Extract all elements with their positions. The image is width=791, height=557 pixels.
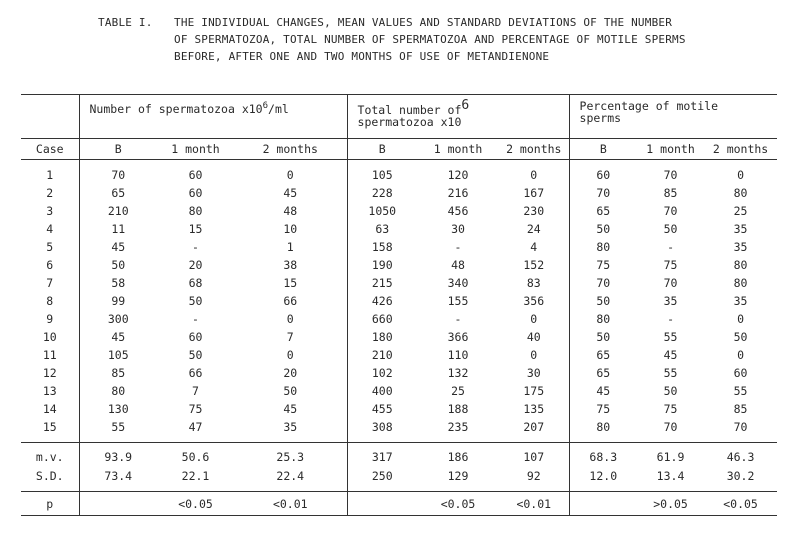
table-cell: 24 xyxy=(499,220,569,238)
group-header-sperm-count-unit: /ml xyxy=(268,101,289,116)
table-cell: 11 xyxy=(42,348,57,362)
table-cell: 66 xyxy=(188,366,203,380)
table-cell: - xyxy=(192,312,199,326)
table-row xyxy=(21,310,777,328)
table-cell: 92 xyxy=(499,467,569,492)
table-cell: 45 xyxy=(234,400,347,418)
table-cell: 70 xyxy=(596,276,611,290)
group-header-blank xyxy=(21,95,79,139)
table-cell: 80 xyxy=(733,258,748,272)
table-cell: 45 xyxy=(79,328,157,346)
table-cell: 250 xyxy=(371,469,393,483)
table-cell: 1 xyxy=(234,238,347,256)
table-cell: 38 xyxy=(234,256,347,274)
table-cell: 20 xyxy=(234,364,347,382)
table-cell: 30.2 xyxy=(726,469,755,483)
table-cell: 50 xyxy=(596,294,611,308)
table-cell: 8 xyxy=(46,294,54,308)
table-cell: 68.3 xyxy=(569,443,637,468)
table-cell: 230 xyxy=(499,202,569,220)
table-cell: 50.6 xyxy=(157,443,234,468)
table-cell: 80 xyxy=(733,276,748,290)
table-cell: 48 xyxy=(451,258,465,272)
table-cell: 35 xyxy=(733,240,748,254)
table-cell: 99 xyxy=(79,292,157,310)
column-header-row xyxy=(21,139,777,160)
table-cell: 70 xyxy=(596,186,611,200)
table-cell: 5 xyxy=(46,240,54,254)
table-cell: 0 xyxy=(499,160,569,185)
table-cell: <0.01 xyxy=(499,492,569,516)
table-cell: 50 xyxy=(596,222,611,236)
table-cell: 60 xyxy=(188,330,203,344)
group-header-motile-line2: sperms xyxy=(579,111,622,125)
group-header-total-number-line1: Total number of xyxy=(357,102,462,117)
table-cell: 58 xyxy=(79,274,157,292)
table-cell: 65 xyxy=(596,348,611,362)
table-cell: 40 xyxy=(499,328,569,346)
column-header: 2 months xyxy=(234,139,347,160)
table-cell: 60 xyxy=(596,168,611,182)
table-cell: 102 xyxy=(371,366,393,380)
table-cell: 210 xyxy=(79,202,157,220)
mean-value-row xyxy=(21,443,777,468)
table-cell: >0.05 xyxy=(637,492,704,516)
table-cell: 15 xyxy=(42,420,57,434)
table-cell: 50 xyxy=(188,348,203,362)
table-cell: 80 xyxy=(596,420,611,434)
table-cell: 167 xyxy=(499,184,569,202)
table-row xyxy=(21,202,777,220)
table-cell: 0 xyxy=(499,310,569,328)
table-cell: 155 xyxy=(447,294,469,308)
table-cell: 65 xyxy=(596,204,611,218)
column-header: 1 month xyxy=(157,139,234,160)
caption-line-2: OF SPERMATOZOA, TOTAL NUMBER OF SPERMATOZOA AND PERCENTAGE OF MOTILE SPERMS xyxy=(174,33,686,46)
table-row xyxy=(21,418,777,443)
table-cell: 132 xyxy=(447,366,469,380)
table-cell: 180 xyxy=(371,330,393,344)
table-cell: <0.01 xyxy=(234,492,347,516)
table-cell: 152 xyxy=(499,256,569,274)
table-cell: 35 xyxy=(663,294,678,308)
table-cell: 107 xyxy=(499,443,569,468)
table-cell: - xyxy=(454,240,462,254)
table-cell: 80 xyxy=(733,186,748,200)
table-cell: 4 xyxy=(46,222,54,236)
caption-label: TABLE I. xyxy=(98,16,153,29)
table-row xyxy=(21,292,777,310)
table-cell: 235 xyxy=(447,420,469,434)
table-cell: 46.3 xyxy=(704,443,777,468)
table-cell: 63 xyxy=(375,222,390,236)
group-header-sperm-count-sup: 6 xyxy=(262,101,269,111)
table-row xyxy=(21,220,777,238)
table-cell: 15 xyxy=(188,222,203,236)
table-cell: 12 xyxy=(42,366,57,380)
table-cell: 186 xyxy=(417,443,499,468)
column-header: Case xyxy=(21,139,79,160)
table-cell: 400 xyxy=(371,384,393,398)
table-body xyxy=(21,160,777,443)
table-cell: 2 xyxy=(46,186,54,200)
table-cell: 210 xyxy=(371,348,393,362)
table-row xyxy=(21,400,777,418)
table-cell: m.v. xyxy=(21,443,79,468)
table-row xyxy=(21,364,777,382)
table-cell: 660 xyxy=(371,312,393,326)
table-cell: 366 xyxy=(447,330,469,344)
table-cell: 22.1 xyxy=(181,469,210,483)
table-cell: 130 xyxy=(79,400,157,418)
table-cell: p xyxy=(21,492,79,516)
table-row xyxy=(21,256,777,274)
table-row xyxy=(21,184,777,202)
table-cell: 50 xyxy=(733,330,748,344)
table-row xyxy=(21,274,777,292)
table-cell: 25.3 xyxy=(234,443,347,468)
table-cell: 0 xyxy=(737,348,744,362)
table-cell: 55 xyxy=(733,384,748,398)
table-cell: 70 xyxy=(663,420,678,434)
table-cell: 7 xyxy=(192,384,199,398)
table-cell: 35 xyxy=(733,294,748,308)
table-cell: 12.0 xyxy=(589,469,618,483)
table-cell: 158 xyxy=(371,240,393,254)
table-cell: S.D. xyxy=(35,469,64,483)
group-header-total-number-sup: 6 xyxy=(461,98,470,113)
table-cell: 50 xyxy=(188,294,203,308)
table-cell: 120 xyxy=(447,168,469,182)
table-cell: 66 xyxy=(234,292,347,310)
table-cell: 55 xyxy=(663,330,678,344)
table-cell: 426 xyxy=(371,294,393,308)
table-cell: 228 xyxy=(371,186,393,200)
table-cell: 48 xyxy=(234,202,347,220)
table-cell: 216 xyxy=(447,186,469,200)
table-cell: 50 xyxy=(663,384,678,398)
table-cell: 300 xyxy=(79,310,157,328)
table-cell: 55 xyxy=(663,366,678,380)
table-cell: 3 xyxy=(46,204,54,218)
table-cell: 175 xyxy=(499,382,569,400)
table-cell: 0 xyxy=(234,160,347,185)
group-header-total-number xyxy=(347,95,569,139)
table-cell: 4 xyxy=(499,238,569,256)
table-cell: - xyxy=(454,312,462,326)
table-row xyxy=(21,160,777,185)
table-cell: 75 xyxy=(188,402,203,416)
column-header: B xyxy=(569,139,637,160)
group-header-sperm-count-text: Number of spermatozoa x10 xyxy=(89,101,263,116)
table-cell: 85 xyxy=(663,186,678,200)
table-cell: 356 xyxy=(499,292,569,310)
table-row xyxy=(21,382,777,400)
group-header-row xyxy=(21,95,777,139)
table-cell: 75 xyxy=(663,258,678,272)
table-cell: - xyxy=(192,240,199,254)
table-cell: 13.4 xyxy=(656,469,685,483)
table-cell: <0.05 xyxy=(157,492,234,516)
table-cell: <0.05 xyxy=(704,492,777,516)
table-cell: 0 xyxy=(234,346,347,364)
table-cell: 14 xyxy=(42,402,57,416)
table-cell: 70 xyxy=(663,276,678,290)
caption-line-1: THE INDIVIDUAL CHANGES, MEAN VALUES AND STANDARD DEVIATIONS OF THE NUMBER xyxy=(174,16,673,29)
table-cell: 188 xyxy=(447,402,469,416)
table-cell: 73.4 xyxy=(79,467,157,492)
table-cell: 55 xyxy=(79,418,157,443)
table-cell: 35 xyxy=(733,222,748,236)
caption-line-3: BEFORE, AFTER ONE AND TWO MONTHS OF USE OF METANDIENONE xyxy=(174,50,550,63)
table-cell: 10 xyxy=(234,220,347,238)
table-cell: 75 xyxy=(663,402,678,416)
table-cell: 317 xyxy=(347,443,417,468)
table-cell: 20 xyxy=(188,258,203,272)
table-cell: 35 xyxy=(234,418,347,443)
table-cell: 215 xyxy=(371,276,393,290)
table-cell: 340 xyxy=(447,276,469,290)
table-cell: 85 xyxy=(79,364,157,382)
table-cell: 50 xyxy=(234,382,347,400)
data-table xyxy=(21,94,777,516)
table-cell: 75 xyxy=(596,402,611,416)
table-cell: 80 xyxy=(596,312,611,326)
table-cell: 0 xyxy=(737,168,744,182)
table-cell: 129 xyxy=(447,469,469,483)
table-cell: 65 xyxy=(79,184,157,202)
table-cell: 61.9 xyxy=(637,443,704,468)
table-cell: 13 xyxy=(42,384,57,398)
table-cell: 9 xyxy=(46,312,54,326)
table-cell: 15 xyxy=(234,274,347,292)
table-cell: 1 xyxy=(46,168,54,182)
table-cell: <0.05 xyxy=(417,492,499,516)
table-cell: 80 xyxy=(79,382,157,400)
table-cell: 135 xyxy=(499,400,569,418)
group-header-motile-line1: Percentage of motile xyxy=(579,99,719,113)
column-header: B xyxy=(79,139,157,160)
table-cell: 50 xyxy=(663,222,678,236)
table-cell: 30 xyxy=(451,222,465,236)
table-cell: 0 xyxy=(737,312,744,326)
table-cell: 60 xyxy=(188,186,203,200)
table-cell: 50 xyxy=(596,330,611,344)
table-cell: 6 xyxy=(46,258,54,272)
table-cell: 1050 xyxy=(368,204,397,218)
table-cell: 93.9 xyxy=(79,443,157,468)
table-cell: 45 xyxy=(663,348,678,362)
column-header: 1 month xyxy=(417,139,499,160)
group-header-total-number-line2: spermatozoa x10 xyxy=(357,114,462,129)
table-cell: 10 xyxy=(42,330,57,344)
table-cell: 70 xyxy=(663,168,678,182)
table-cell: 45 xyxy=(596,384,611,398)
table-cell: 47 xyxy=(188,420,203,434)
table-cell: 11 xyxy=(79,220,157,238)
table-cell: 70 xyxy=(733,420,748,434)
table-cell: 75 xyxy=(596,258,611,272)
column-header: 1 month xyxy=(637,139,704,160)
table-cell: 70 xyxy=(79,160,157,185)
column-header: B xyxy=(347,139,417,160)
table-cell: 83 xyxy=(499,274,569,292)
table-cell: 105 xyxy=(371,168,393,182)
table-cell: 190 xyxy=(371,258,393,272)
table-cell: 455 xyxy=(371,402,393,416)
table-cell: 0 xyxy=(234,310,347,328)
table-cell: 7 xyxy=(46,276,54,290)
table-cell: 25 xyxy=(733,204,748,218)
table-cell: - xyxy=(667,240,674,254)
table-cell: 207 xyxy=(499,418,569,443)
table-cell: 45 xyxy=(234,184,347,202)
table-cell: 80 xyxy=(188,204,203,218)
table-cell: 25 xyxy=(451,384,465,398)
group-header-motile xyxy=(569,95,777,139)
column-header: 2 months xyxy=(704,139,777,160)
p-value-row xyxy=(21,492,777,516)
table-cell: 110 xyxy=(447,348,469,362)
table-cell: 85 xyxy=(733,402,748,416)
table-cell: 0 xyxy=(499,346,569,364)
table-cell: 308 xyxy=(371,420,393,434)
table-cell xyxy=(347,492,417,516)
table-cell: 50 xyxy=(79,256,157,274)
table-row xyxy=(21,328,777,346)
table-cell: 456 xyxy=(447,204,469,218)
table-cell: - xyxy=(667,312,674,326)
standard-deviation-row xyxy=(21,467,777,492)
column-header: 2 months xyxy=(499,139,569,160)
table-cell: 30 xyxy=(499,364,569,382)
table-cell: 65 xyxy=(596,366,611,380)
table-cell: 105 xyxy=(79,346,157,364)
table-cell xyxy=(569,492,637,516)
table-cell: 60 xyxy=(188,168,203,182)
table-cell xyxy=(79,492,157,516)
table-cell: 68 xyxy=(188,276,203,290)
table-cell: 7 xyxy=(234,328,347,346)
table-cell: 80 xyxy=(596,240,611,254)
table-cell: 22.4 xyxy=(234,467,347,492)
table-cell: 70 xyxy=(663,204,678,218)
group-header-sperm-count xyxy=(79,95,347,139)
table-cell: 60 xyxy=(733,366,748,380)
table-cell: 45 xyxy=(79,238,157,256)
table-row xyxy=(21,238,777,256)
table-row xyxy=(21,346,777,364)
